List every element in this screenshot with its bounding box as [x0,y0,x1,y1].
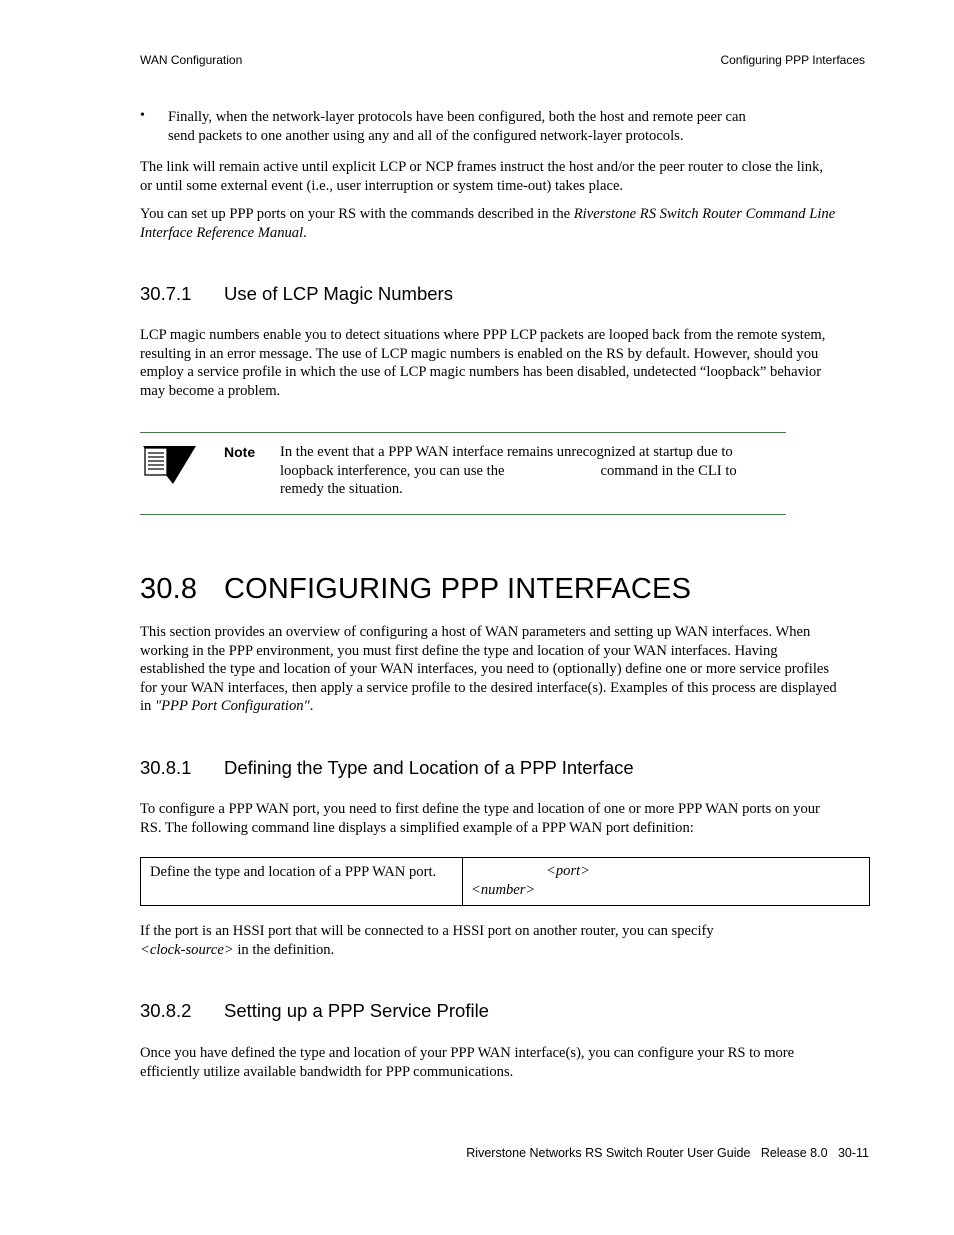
paragraph-line: or until some external event (i.e., user interruption or system time-out) takes place. [140,177,624,194]
note-top-rule [140,432,786,433]
table-row [141,858,870,906]
paragraph-line: LCP magic numbers enable you to detect situations where PPP LCP packets are looped back from the remote system, [140,327,826,343]
paragraph-line: This section provides an overview of configuring a host of WAN parameters and setting up WAN interfaces. When [140,624,811,640]
paragraph-line: for your WAN interfaces, then apply a service profile to the desired interface(s). Examples of this process are displayed [140,679,837,696]
note-icon [140,444,198,486]
paragraph-line: resulting in an error message. The use of LCP magic numbers is enabled on the RS by default. However, should you [140,345,819,362]
note-line-post: command in the CLI to [600,462,737,479]
bullet-item [168,108,868,145]
section-number: 30.7.1 [140,283,192,304]
paragraph-line: The link will remain active until explicit LCP or NCP frames instruct the host and/or the peer router to close the link, [140,159,824,175]
running-header-left: WAN Configuration [140,53,243,67]
text-run: You can set up PPP ports on your RS with the commands described in the [140,206,574,222]
section-number: 30.8.1 [140,757,192,778]
paragraph-lcp-magic [140,326,870,400]
command-param-port: <port> [546,863,591,879]
note-bottom-rule [140,514,786,515]
paragraph-line: To configure a PPP WAN port, you need to first define the type and location of one or more PPP WAN ports on your [140,801,820,817]
text-run: in the definition. [233,941,335,958]
section-title: Use of LCP Magic Numbers [224,283,453,304]
paragraph-line: employ a service profile in which the use of LCP magic numbers has been disabled, undetected “loopback” behavior [140,364,822,381]
paragraph-hssi [140,922,870,959]
section-number: 30.8 [140,573,198,605]
section-title: Setting up a PPP Service Profile [224,1000,489,1021]
paragraph-line: RS. The following command line displays a simplified example of a PPP WAN port definition: [140,819,694,836]
paragraph-ppp-wan-port [140,800,870,837]
table-cell-description: Define the type and location of a PPP WAN port. [141,858,463,906]
paragraph-line: Once you have defined the type and location of your PPP WAN interface(s), you can configure your RS to more [140,1045,795,1061]
running-header-right: Configuring PPP Interfaces [720,53,865,67]
bullet-line: send packets to one another using any and all of the configured network-layer protocols. [168,127,684,144]
paragraph-service-profile [140,1044,870,1081]
section-heading-30-8 [140,573,691,606]
paragraph-line: established the type and location of your WAN interfaces, you need to (optionally) define one or more service profiles [140,661,830,678]
param-clock-source: <clock-source> [140,941,234,958]
paragraph-line: efficiently utilize available bandwidth for PPP communications. [140,1063,514,1080]
paragraph-ppp-ports [140,205,870,242]
note-line: remedy the situation. [280,481,403,498]
note-line-pre: loopback interference, you can use the [280,462,505,479]
manual-title: Riverstone RS Switch Router Command Line [573,206,836,222]
paragraph-link-active [140,158,870,195]
bullet-line: Finally, when the network-layer protocols have been configured, both the host and remote peer can [168,109,746,125]
text-run: in [140,698,155,715]
text-run: . [303,224,307,241]
note-label: Note [224,444,256,460]
section-heading-30-8-2 [140,1000,489,1022]
command-table [140,857,870,906]
text-run: . [309,698,314,715]
note-line: In the event that a PPP WAN interface remains unrecognized at startup due to [280,444,733,460]
section-number: 30.8.2 [140,1000,192,1021]
cross-reference-link[interactable]: "PPP Port Configuration" [155,698,310,715]
manual-title-cont: Interface Reference Manual [140,224,304,241]
command-param-number: <number> [471,881,536,898]
bullet-icon: • [140,108,145,123]
paragraph-configuring-ppp [140,623,870,716]
paragraph-line: working in the PPP environment, you must first define the type and location of your WAN interfaces. Having [140,642,778,659]
note-text [280,443,780,499]
paragraph-line: may become a problem. [140,382,281,399]
section-heading-30-7-1 [140,283,453,305]
paragraph-line: If the port is an HSSI port that will be connected to a HSSI port on another router, you can specify [140,923,714,939]
table-cell-command [463,858,870,906]
section-title: CONFIGURING PPP INTERFACES [224,573,692,605]
section-heading-30-8-1 [140,757,634,779]
running-footer: Riverstone Networks RS Switch Router User Guide Release 8.0 30-11 [466,1146,869,1160]
section-title: Defining the Type and Location of a PPP Interface [224,757,634,778]
